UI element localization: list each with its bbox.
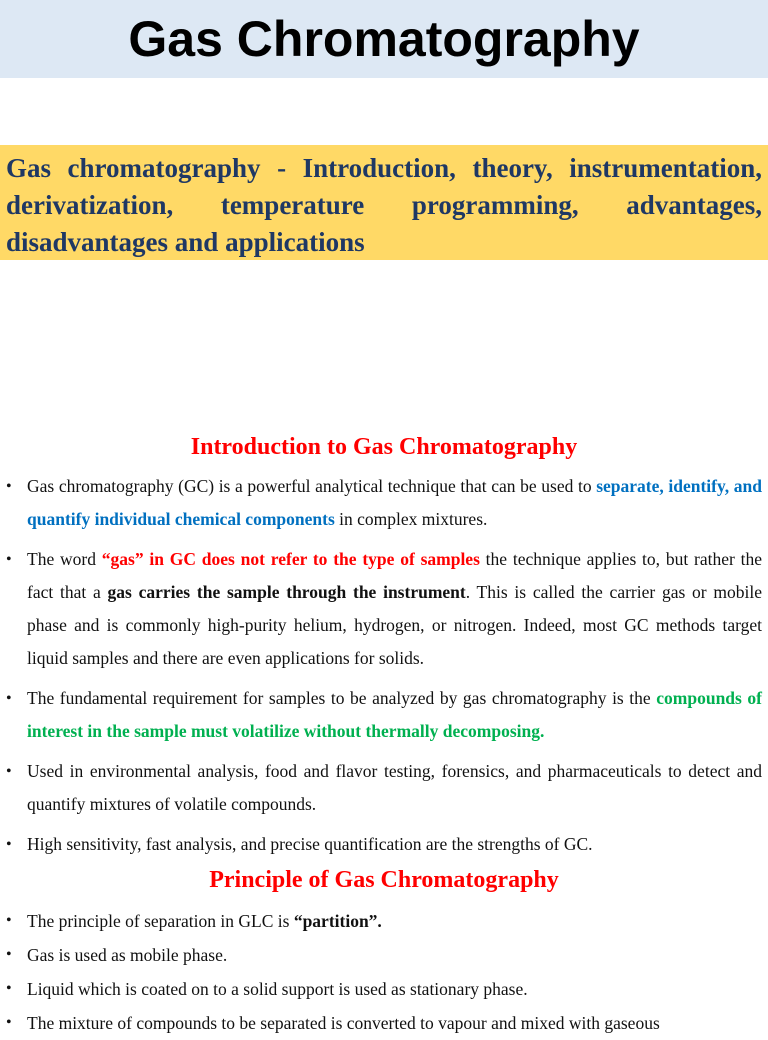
title-band [0,0,768,78]
subtitle-text: Gas chromatography - Introduction, theory, instrumentation, derivatization, temperature programming, advantages, disadvantages and applications [6,153,762,257]
bullet-icon: • [6,763,12,780]
intro-bullet-list [0,470,768,868]
text: Gas chromatography (GC) is a powerful analytical technique that can be used to [27,476,597,496]
list-item [0,1006,768,1040]
text: The word [27,549,102,569]
list-item [0,938,768,972]
bullet-icon: • [6,478,12,495]
text: Liquid which is coated on to a solid support is used as stationary phase. [27,979,528,999]
page-title: Gas Chromatography [128,11,640,67]
principle-bullet-list [0,904,768,1040]
list-item [0,904,768,938]
text: The mixture of compounds to be separated is converted to vapour and mixed with gaseous [27,1013,660,1033]
subtitle-band [0,145,768,260]
bullet-icon: • [6,1014,12,1031]
text: The fundamental requirement for samples to be analyzed by gas chromatography is the [27,688,657,708]
list-item [0,972,768,1006]
text: . This is called the carrier gas or mobile phase and is commonly high-purity helium, hydrogen, or nitrogen. Indeed, most GC methods target liquid samples and there are even applications for solids. [27,582,763,668]
principle-heading: Principle of Gas Chromatography [209,867,559,893]
bullet-icon: • [6,980,12,997]
bullet-icon: • [6,836,12,853]
list-item [0,828,768,861]
text: the technique applies to, but rather the fact that a [27,549,762,602]
list-item [0,682,768,748]
text: in complex mixtures. [334,509,488,529]
text: The principle of separation in GLC is [27,911,294,931]
bullet-icon: • [6,690,12,707]
text: Used in environmental analysis, food and flavor testing, forensics, and pharmaceuticals to detect and quantify mixtures of volatile compounds. [27,761,762,814]
list-item [0,755,768,821]
list-item [0,470,768,536]
text: High sensitivity, fast analysis, and precise quantification are the strengths of GC. [27,834,593,854]
bold-text: gas carries the sample through the instrument [107,582,466,602]
highlight-text: compounds of interest in the sample must volatilize without thermally decomposing. [27,688,762,741]
highlight-text: “gas” in GC does not refer to the type of samples [101,549,480,569]
bold-text: “partition”. [293,911,382,931]
bullet-icon: • [6,551,12,568]
text: Gas is used as mobile phase. [27,945,228,965]
intro-heading: Introduction to Gas Chromatography [190,434,578,460]
bullet-icon: • [6,912,12,929]
bullet-icon: • [6,946,12,963]
list-item [0,543,768,675]
highlight-text: separate, identify, and quantify individual chemical components [27,476,762,529]
